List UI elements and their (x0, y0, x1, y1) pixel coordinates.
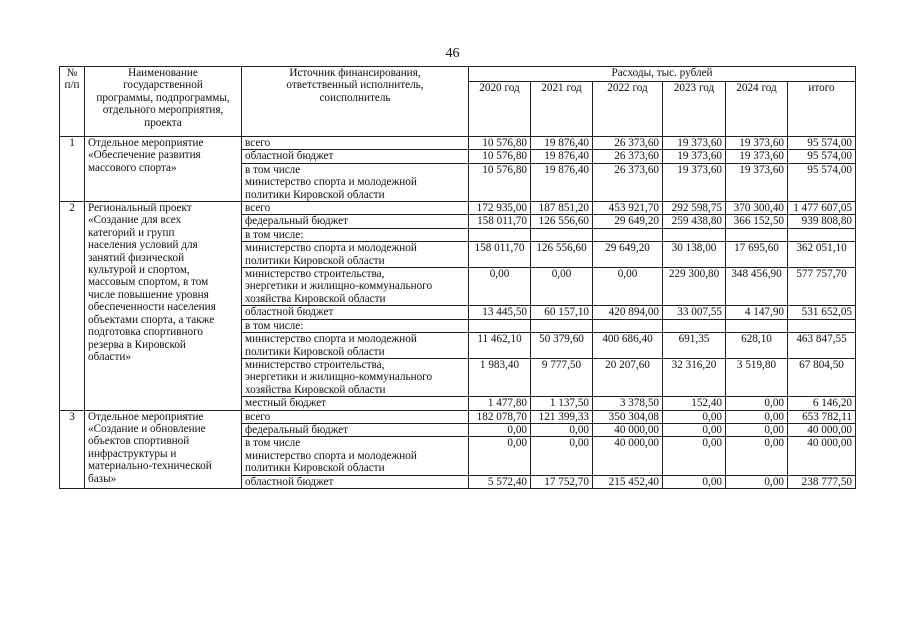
value-cell: 30 138,00 (663, 242, 726, 268)
value-cell: 370 300,40 (726, 202, 788, 215)
funding-source-line: министерство спорта и молодежной (245, 333, 417, 346)
funding-source (242, 163, 469, 201)
funding-source-line: энергетики и жилищно-коммунального (245, 280, 433, 293)
value-cell: 40 000,00 (593, 423, 663, 436)
funding-source-line: министерство строительства, (245, 358, 385, 371)
value-cell (593, 319, 663, 332)
value-cell: 19 876,40 (531, 163, 593, 201)
value-cell (531, 319, 593, 332)
value-cell: 172 935,00 (469, 202, 531, 215)
value-cell: 0,00 (663, 410, 726, 423)
value-cell: 121 399,33 (531, 410, 593, 423)
funding-source (242, 319, 469, 332)
value-cell: 26 373,60 (593, 137, 663, 150)
header-year-2022: 2022 год (593, 82, 663, 137)
funding-source-line: политики Кировской области (245, 188, 385, 201)
value-cell: 67 804,50 (788, 358, 856, 396)
header-source-line: соисполнитель (319, 91, 391, 104)
value-cell: 0,00 (663, 423, 726, 436)
header-num-line: № (66, 67, 78, 79)
funding-source-line: федеральный бюджет (245, 215, 348, 228)
value-cell: 0,00 (726, 410, 788, 423)
funding-source-line: министерство спорта и молодежной (245, 176, 417, 189)
value-cell: 0,00 (469, 268, 531, 306)
row-number: 2 (60, 202, 85, 411)
value-cell: 628,10 (726, 333, 788, 359)
header-year-2020: 2020 год (469, 82, 531, 137)
value-cell: 40 000,00 (788, 423, 856, 436)
header-source-line: ответственный исполнитель, (286, 79, 424, 92)
value-cell: 19 373,60 (726, 163, 788, 201)
funding-source-line: областной бюджет (245, 475, 334, 488)
measure-name-line: подготовка спортивного (88, 326, 203, 339)
value-cell: 0,00 (469, 437, 531, 475)
value-cell: 400 686,40 (593, 333, 663, 359)
funding-source (242, 306, 469, 319)
table-row (60, 410, 856, 423)
measure-name-line: базы» (88, 472, 117, 485)
value-cell: 3 519,80 (726, 358, 788, 396)
header-name-line: Наименование (128, 67, 198, 79)
value-cell: 19 373,60 (663, 137, 726, 150)
value-cell: 238 777,50 (788, 475, 856, 488)
value-cell: 95 574,00 (788, 150, 856, 163)
value-cell: 0,00 (726, 397, 788, 410)
funding-source-line: в том числе: (245, 319, 304, 332)
table-body (60, 137, 856, 489)
measure-name-line: числе повышение уровня (88, 288, 209, 301)
measure-name-line: Отдельное мероприятие (88, 410, 204, 423)
value-cell: 187 851,20 (531, 202, 593, 215)
funding-source (242, 475, 469, 488)
value-cell: 420 894,00 (593, 306, 663, 319)
table-row (60, 202, 856, 215)
header-num-line: п/п (64, 79, 80, 92)
value-cell: 60 157,10 (531, 306, 593, 319)
value-cell: 9 777,50 (531, 358, 593, 396)
value-cell: 0,00 (531, 437, 593, 475)
measure-name-line: «Создание и обновление (88, 422, 206, 435)
value-cell: 158 011,70 (469, 242, 531, 268)
value-cell: 577 757,70 (788, 268, 856, 306)
value-cell: 366 152,50 (726, 215, 788, 228)
value-cell: 0,00 (531, 268, 593, 306)
header-num (60, 67, 85, 137)
funding-source-line: в том числе (245, 163, 301, 176)
funding-source-line: политики Кировской области (245, 254, 385, 267)
financing-table (59, 66, 856, 489)
value-cell: 0,00 (726, 437, 788, 475)
measure-name-line: массовым спортом, в том (88, 276, 209, 289)
value-cell: 17 752,70 (531, 475, 593, 488)
value-cell: 33 007,55 (663, 306, 726, 319)
measure-name-line: категорий и групп (88, 226, 175, 239)
value-cell: 19 373,60 (726, 137, 788, 150)
value-cell: 26 373,60 (593, 163, 663, 201)
header-year-2023: 2023 год (663, 82, 726, 137)
value-cell: 26 373,60 (593, 150, 663, 163)
funding-source-line: местный бюджет (245, 397, 327, 410)
table-row (60, 137, 856, 150)
value-cell: 453 921,70 (593, 202, 663, 215)
value-cell: 5 572,40 (469, 475, 531, 488)
value-cell: 19 373,60 (663, 150, 726, 163)
value-cell: 653 782,11 (788, 410, 856, 423)
funding-source-line: политики Кировской области (245, 345, 385, 358)
measure-name (85, 202, 242, 411)
header-source (242, 67, 469, 137)
header-name-line: программы, подпрограммы, (96, 91, 230, 104)
value-cell: 4 147,90 (726, 306, 788, 319)
value-cell: 50 379,60 (531, 333, 593, 359)
measure-name-line: области» (88, 350, 131, 363)
funding-source-line: хозяйства Кировской области (245, 383, 386, 396)
funding-source (242, 202, 469, 215)
value-cell: 362 051,10 (788, 242, 856, 268)
value-cell (531, 228, 593, 241)
value-cell: 95 574,00 (788, 137, 856, 150)
funding-source (242, 150, 469, 163)
funding-source (242, 137, 469, 150)
value-cell: 29 649,20 (593, 215, 663, 228)
value-cell (663, 319, 726, 332)
funding-source-line: всего (245, 410, 271, 423)
value-cell: 20 207,60 (593, 358, 663, 396)
funding-source-line: в том числе: (245, 228, 304, 241)
measure-name-line: массового спорта» (88, 161, 177, 174)
value-cell: 40 000,00 (788, 437, 856, 475)
measure-name-line: инфраструктуры и (88, 447, 177, 460)
funding-source-line: министерство спорта и молодежной (245, 449, 417, 462)
value-cell (469, 228, 531, 241)
value-cell: 17 695,60 (726, 242, 788, 268)
measure-name-line: материально-технической (88, 460, 212, 473)
measure-name-line: Региональный проект (88, 202, 192, 215)
header-name (85, 67, 242, 137)
value-cell: 3 378,50 (593, 397, 663, 410)
measure-name (85, 410, 242, 488)
measure-name-line: занятий физической (88, 251, 185, 264)
measure-name-line: обеспеченности населения (88, 301, 216, 314)
row-number: 3 (60, 410, 85, 488)
value-cell (593, 228, 663, 241)
value-cell: 259 438,80 (663, 215, 726, 228)
value-cell: 531 652,05 (788, 306, 856, 319)
value-cell: 1 477,80 (469, 397, 531, 410)
value-cell: 126 556,60 (531, 215, 593, 228)
measure-name (85, 137, 242, 202)
funding-source-line: областной бюджет (245, 150, 334, 163)
measure-name-line: «Создание для всех (88, 214, 182, 227)
funding-source-line: министерство строительства, (245, 268, 385, 281)
value-cell (726, 319, 788, 332)
funding-source-line: в том числе (245, 437, 301, 450)
value-cell: 350 304,08 (593, 410, 663, 423)
value-cell: 0,00 (726, 475, 788, 488)
value-cell: 691,35 (663, 333, 726, 359)
funding-source (242, 437, 469, 475)
funding-source-line: хозяйства Кировской области (245, 292, 386, 305)
measure-name-line: объектов спортивной (88, 435, 190, 448)
funding-source (242, 268, 469, 306)
value-cell: 19 373,60 (726, 150, 788, 163)
measure-name-line: объектами спорта, а также (88, 313, 215, 326)
value-cell: 10 576,80 (469, 150, 531, 163)
header-year-2024: 2024 год (726, 82, 788, 137)
value-cell: 1 137,50 (531, 397, 593, 410)
value-cell (469, 319, 531, 332)
funding-source (242, 410, 469, 423)
value-cell: 11 462,10 (469, 333, 531, 359)
value-cell: 182 078,70 (469, 410, 531, 423)
funding-source (242, 333, 469, 359)
value-cell: 10 576,80 (469, 137, 531, 150)
value-cell: 32 316,20 (663, 358, 726, 396)
funding-source (242, 397, 469, 410)
value-cell: 126 556,60 (531, 242, 593, 268)
value-cell: 0,00 (663, 475, 726, 488)
funding-source-line: энергетики и жилищно-коммунального (245, 371, 433, 384)
header-name-line: отдельного мероприятия, (102, 104, 224, 117)
value-cell: 10 576,80 (469, 163, 531, 201)
funding-source (242, 423, 469, 436)
value-cell: 348 456,90 (726, 268, 788, 306)
funding-source-line: всего (245, 202, 271, 215)
value-cell: 40 000,00 (593, 437, 663, 475)
value-cell: 1 477 607,05 (788, 202, 856, 215)
funding-source (242, 358, 469, 396)
value-cell: 19 876,40 (531, 150, 593, 163)
value-cell: 292 598,75 (663, 202, 726, 215)
funding-source-line: областной бюджет (245, 306, 334, 319)
value-cell: 0,00 (469, 423, 531, 436)
header-source-line: Источник финансирования, (289, 67, 421, 79)
value-cell: 19 876,40 (531, 137, 593, 150)
page-number: 46 (445, 46, 460, 61)
value-cell: 215 452,40 (593, 475, 663, 488)
funding-source (242, 228, 469, 241)
measure-name-line: резерва в Кировской (88, 338, 186, 351)
value-cell: 13 445,50 (469, 306, 531, 319)
funding-source-line: всего (245, 137, 271, 149)
value-cell: 0,00 (663, 437, 726, 475)
value-cell: 463 847,55 (788, 333, 856, 359)
header-name-line: государственной (123, 79, 203, 92)
funding-source-line: федеральный бюджет (245, 423, 348, 436)
value-cell: 95 574,00 (788, 163, 856, 201)
value-cell (663, 228, 726, 241)
header-total: итого (788, 82, 856, 137)
value-cell: 6 146,20 (788, 397, 856, 410)
value-cell: 939 808,80 (788, 215, 856, 228)
measure-name-line: культурой и спортом, (88, 264, 190, 277)
value-cell: 1 983,40 (469, 358, 531, 396)
value-cell: 0,00 (531, 423, 593, 436)
value-cell: 29 649,20 (593, 242, 663, 268)
measure-name-line: «Обеспечение развития (88, 149, 201, 162)
value-cell: 229 300,80 (663, 268, 726, 306)
funding-source-line: политики Кировской области (245, 462, 385, 475)
value-cell: 0,00 (593, 268, 663, 306)
value-cell: 0,00 (726, 423, 788, 436)
header-year-2021: 2021 год (531, 82, 593, 137)
value-cell: 152,40 (663, 397, 726, 410)
value-cell: 19 373,60 (663, 163, 726, 201)
value-cell (726, 228, 788, 241)
funding-source (242, 242, 469, 268)
value-cell (788, 228, 856, 241)
measure-name-line: населения условий для (88, 239, 198, 252)
header-name-line: проекта (144, 116, 182, 129)
funding-source (242, 215, 469, 228)
funding-source-line: министерство спорта и молодежной (245, 242, 417, 255)
row-number: 1 (60, 137, 85, 202)
value-cell (788, 319, 856, 332)
value-cell: 158 011,70 (469, 215, 531, 228)
measure-name-line: Отдельное мероприятие (88, 137, 204, 149)
header-expenses: Расходы, тыс. рублей (469, 67, 856, 82)
